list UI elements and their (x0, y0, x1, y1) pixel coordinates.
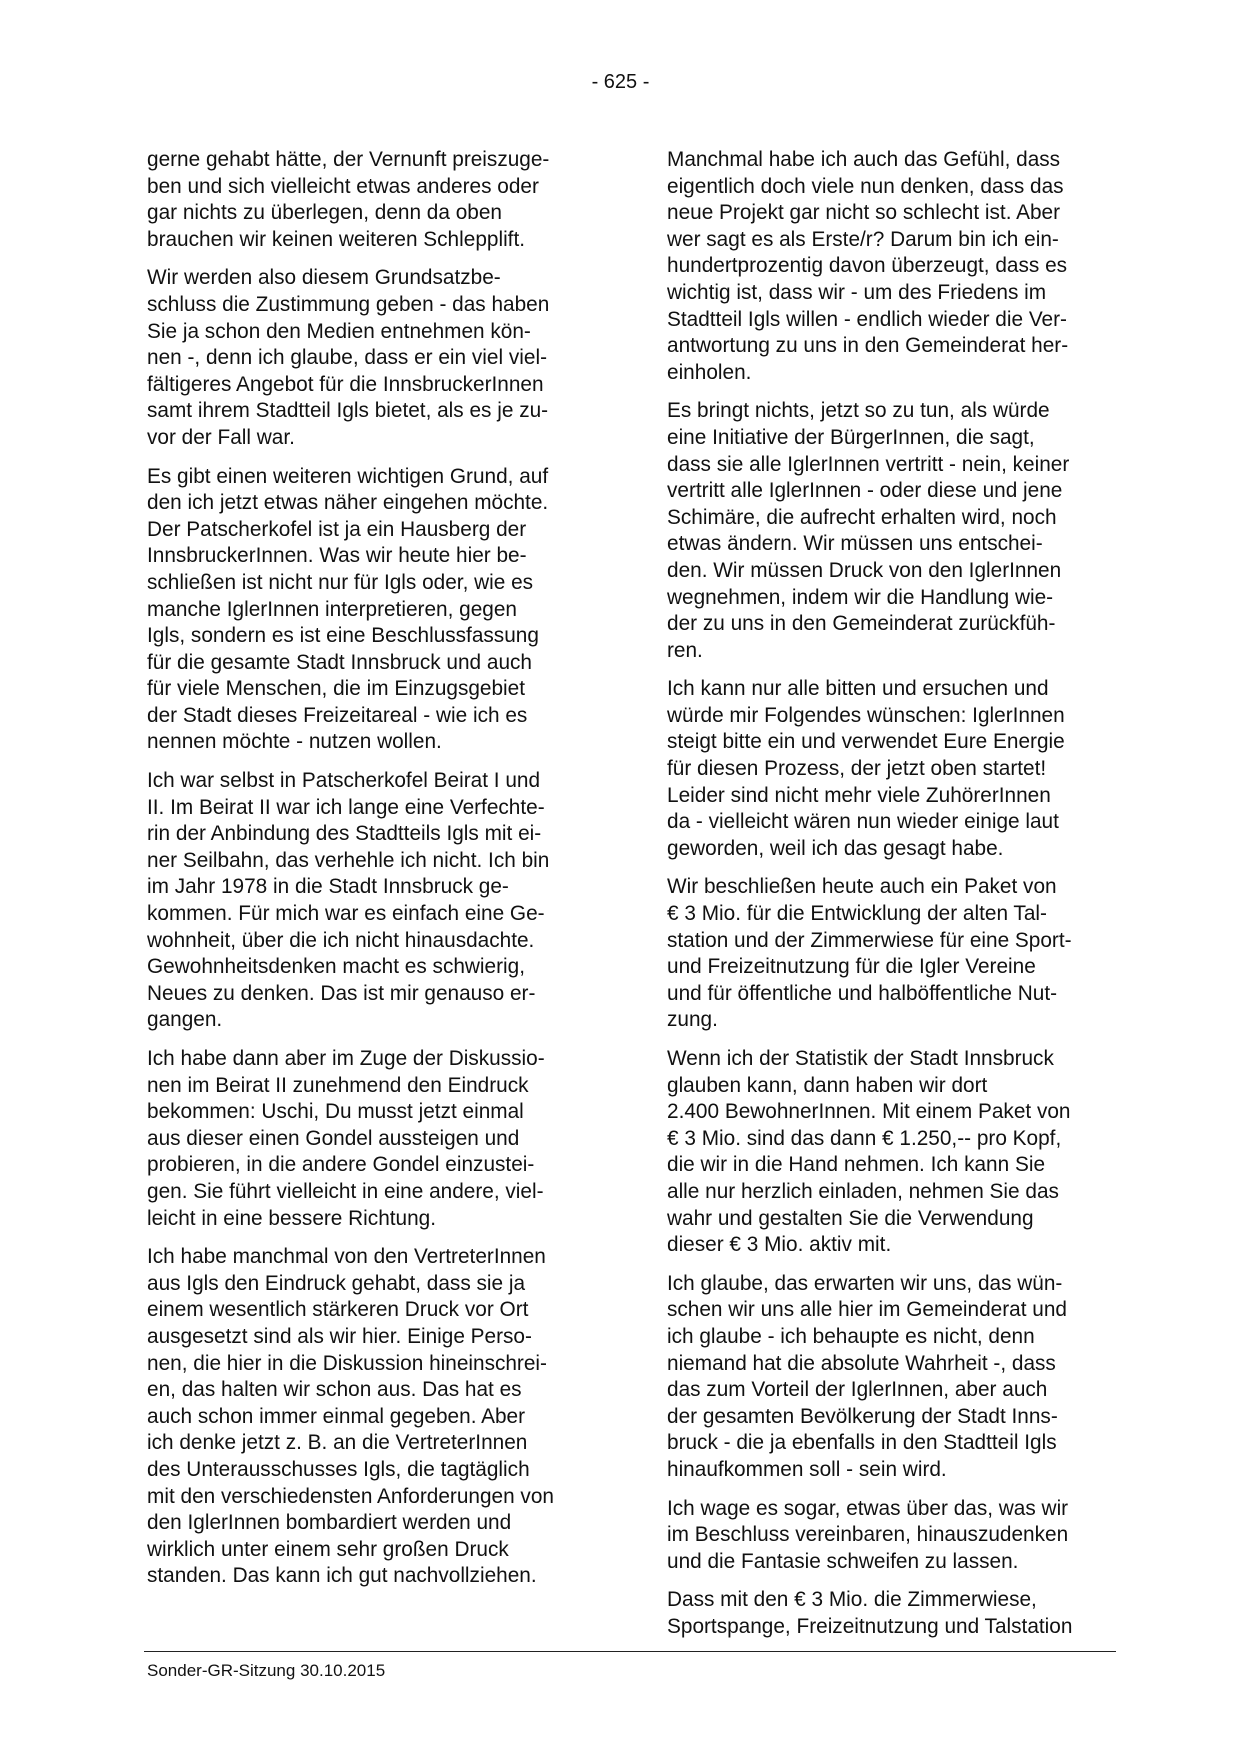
paragraph: Ich habe manchmal von den VertreterInnen aus Igls den Eindruck gehabt, dass sie ja einem wesentlich stärkeren Druck vor Ort ausgesetzt sind als wir hier. Einige Perso- nen, die hier in die Diskussion hineinschrei- en, das halten wir schon aus. Das hat es auch schon immer einmal gegeben. Aber ich denke jetzt z. B. an die VertreterInnen des Unterausschusses Igls, die tagtäglich mit den verschiedensten Anforderungen von den IglerInnen bombardiert werden und wirklich unter einem sehr großen Druck standen. Das kann ich gut nachvollziehen. (147, 1245, 554, 1588)
paragraph: Dass mit den € 3 Mio. die Zimmerwiese, Sportspange, Freizeitnutzung und Talstation (667, 1588, 1073, 1638)
paragraph: Ich wage es sogar, etwas über das, was wir im Beschluss vereinbaren, hinauszudenken und die Fantasie schweifen zu lassen. (667, 1496, 1069, 1573)
left-column (147, 147, 601, 1602)
paragraph: Es gibt einen weiteren wichtigen Grund, auf den ich jetzt etwas näher eingehen möchte. Der Patscherkofel ist ja ein Hausberg der InnsbruckerInnen. Was wir heute hier be- schließen ist nicht nur für Igls oder, wie es manche IglerInnen interpretieren, gegen Igls, sondern es ist eine Beschlussfassung für die gesamte Stadt Innsbruck und auch für viele Menschen, die im Einzugsgebiet der Stadt dieses Freizeitareal - wie ich es nennen möchte - nutzen wollen. (147, 464, 549, 754)
paragraph: Es bringt nichts, jetzt so zu tun, als würde eine Initiative der BürgerInnen, die sagt, dass sie alle IglerInnen vertritt - nein, keiner vertritt alle IglerInnen - oder diese und jene Schimäre, die aufrecht erhalten wird, noch etwas ändern. Wir müssen uns entschei- den. Wir müssen Druck von den IglerInnen wegnehmen, indem wir die Handlung wie- der zu uns in den Gemeinderat zurückfüh- ren. (667, 399, 1070, 662)
paragraph: Manchmal habe ich auch das Gefühl, dass eigentlich doch viele nun denken, dass das neue Projekt gar nicht so schlecht ist. Aber wer sagt es als Erste/r? Darum bin ich ein- hundertprozentig davon überzeugt, dass es wichtig ist, dass wir - um des Friedens im Stadtteil Igls willen - endlich wieder die Ver- antwortung zu uns in den Gemeinderat her- einholen. (667, 148, 1069, 384)
paragraph: Ich kann nur alle bitten und ersuchen und würde mir Folgendes wünschen: IglerInnen steigt bitte ein und verwendet Eure Energie für diesen Prozess, der jetzt oben startet! Leider sind nicht mehr viele ZuhörerInnen da - vielleicht wären nun wieder einige laut geworden, weil ich das gesagt habe. (667, 677, 1065, 860)
paragraph: Ich glaube, das erwarten wir uns, das wün- schen wir uns alle hier im Gemeinderat und ich glaube - ich behaupte es nicht, denn niemand hat die absolute Wahrheit -, dass das zum Vorteil der IglerInnen, aber auch der gesamten Bevölkerung der Stadt Inns- bruck - die ja ebenfalls in den Stadtteil Igls hinaufkommen soll - sein wird. (667, 1271, 1067, 1481)
paragraph: Wir werden also diesem Grundsatzbe- schluss die Zustimmung geben - das haben Sie ja schon den Medien entnehmen kön- nen -, denn ich glaube, dass er ein viel viel- fältigeres Angebot für die InnsbruckerInnen samt ihrem Stadtteil Igls bietet, als es je zu- vor der Fall war. (147, 266, 550, 449)
right-column (667, 147, 1121, 1652)
footer-divider (144, 1651, 1116, 1652)
paragraph: gerne gehabt hätte, der Vernunft preiszuge- ben und sich vielleicht etwas anderes oder gar nichts zu überlegen, denn da oben brauchen wir keinen weiteren Schlepplift. (147, 148, 550, 251)
paragraph: Ich habe dann aber im Zuge der Diskussio- nen im Beirat II zunehmend den Eindruck bekommen: Uschi, Du musst jetzt einmal aus dieser einen Gondel aussteigen und probieren, in die andere Gondel einzustei- gen. Sie führt vielleicht in eine andere, viel- leicht in eine bessere Richtung. (147, 1047, 545, 1230)
paragraph: Wenn ich der Statistik der Stadt Innsbruck glauben kann, dann haben wir dort 2.400 BewohnerInnen. Mit einem Paket von € 3 Mio. sind das dann € 1.250,-- pro Kopf, die wir in die Hand nehmen. Ich kann Sie alle nur herzlich einladen, nehmen Sie das wahr und gestalten Sie die Verwendung dieser € 3 Mio. aktiv mit. (667, 1047, 1071, 1257)
paragraph: Ich war selbst in Patscherkofel Beirat I und II. Im Beirat II war ich lange eine Verfechte- rin der Anbindung des Stadtteils Igls mit ei- ner Seilbahn, das verhehle ich nicht. Ich bin im Jahr 1978 in die Stadt Innsbruck ge- kommen. Für mich war es einfach eine Ge- wohnheit, über die ich nicht hinausdachte. Gewohnheitsdenken macht es schwierig, Neues zu denken. Das ist mir genauso er- gangen. (147, 769, 550, 1032)
paragraph: Wir beschließen heute auch ein Paket von € 3 Mio. für die Entwicklung der alten Tal- station und der Zimmerwiese für eine Sport- und Freizeitnutzung für die Igler Vereine und für öffentliche und halböffentliche Nut- zung. (667, 875, 1072, 1032)
page-number: - 625 - (591, 71, 650, 93)
footer-session-label: Sonder-GR-Sitzung 30.10.2015 (147, 1661, 386, 1680)
